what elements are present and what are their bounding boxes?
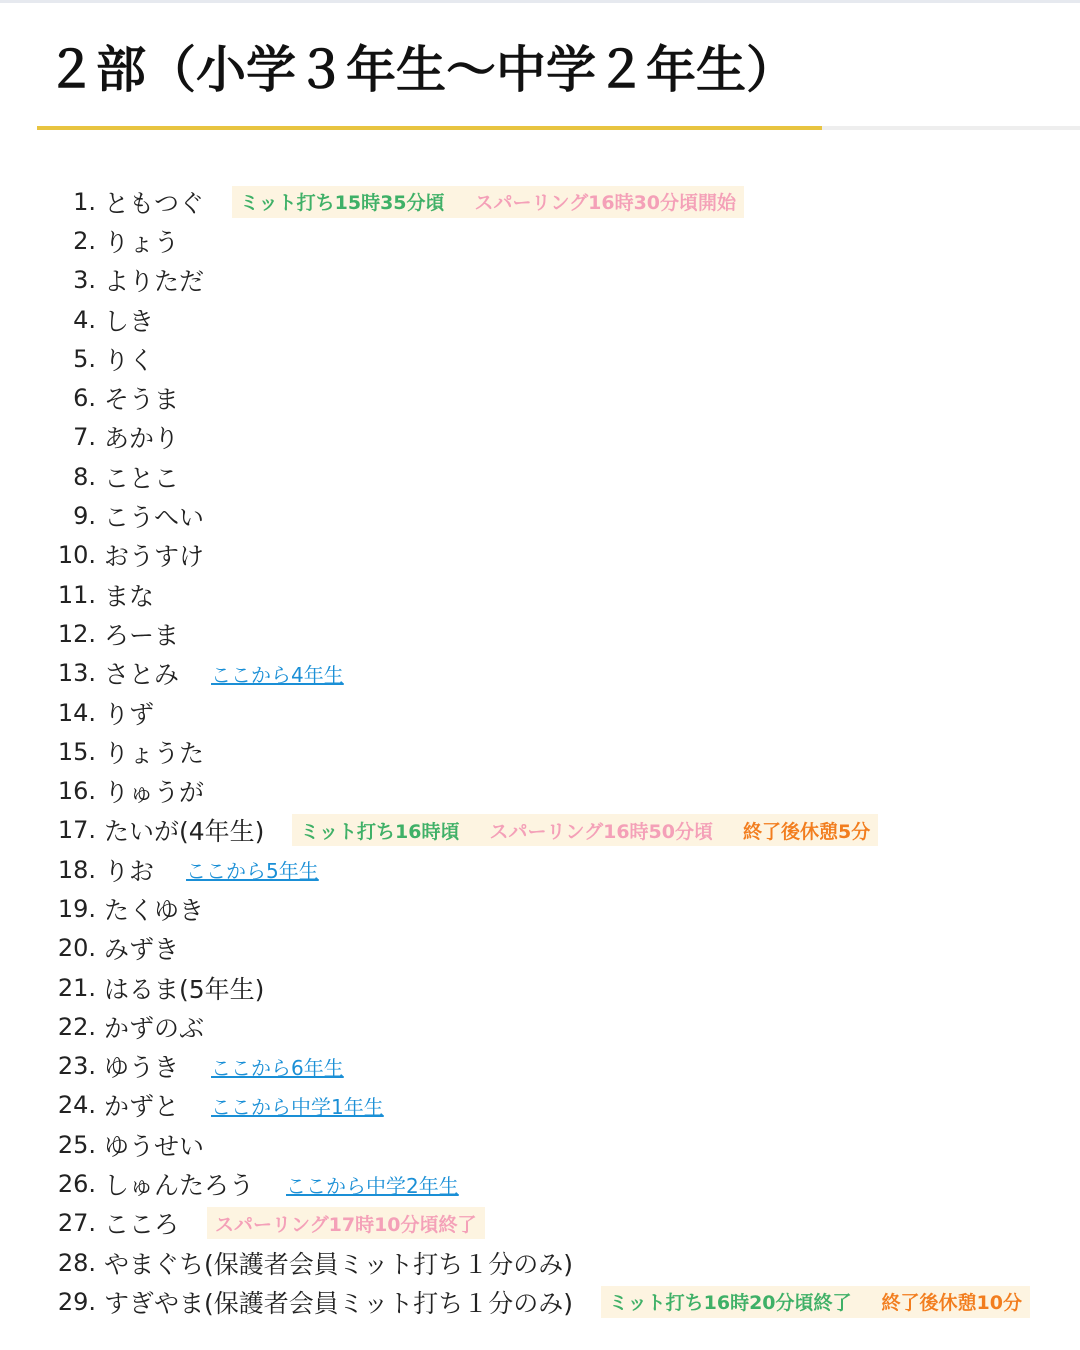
list-item-name: ともつぐ	[104, 188, 205, 218]
list-item	[0, 300, 1030, 339]
list-item-name: さとみ	[104, 660, 180, 690]
list-item	[0, 732, 1030, 771]
grade-start-link[interactable]: ここから中学1年生	[211, 1094, 384, 1119]
page-title: ２部（小学３年生〜中学２年生）	[46, 41, 796, 99]
list-item-number: 2.	[73, 226, 96, 255]
list-item-number: 5.	[73, 344, 96, 373]
list-item	[0, 1243, 1030, 1282]
list-item-number: 14.	[57, 698, 96, 727]
list-item-name: おうすけ	[104, 542, 205, 572]
list-item	[0, 221, 1030, 260]
list-item	[0, 968, 1030, 1007]
list-item-name: まな	[104, 581, 155, 611]
list-item	[0, 771, 1030, 810]
list-item	[0, 1125, 1030, 1164]
list-item-number: 21.	[57, 973, 96, 1002]
list-item-number: 17.	[57, 816, 96, 845]
list-item	[0, 889, 1030, 928]
list-item	[0, 1086, 1030, 1125]
list-item-number: 6.	[73, 384, 96, 413]
list-item-name: あかり	[104, 424, 180, 454]
list-item-name: やまぐち(保護者会員ミット打ち１分のみ)	[104, 1249, 574, 1279]
list-item-name: みずき	[104, 935, 180, 965]
list-item-name: りく	[104, 345, 155, 375]
list-item-number: 15.	[57, 737, 96, 766]
roster-list	[0, 182, 1030, 1322]
list-item-number: 24.	[57, 1091, 96, 1120]
list-item-number: 11.	[57, 580, 96, 609]
schedule-note-green-text: ミット打ち15時35分頃	[240, 192, 445, 215]
list-item	[0, 614, 1030, 653]
list-item-number: 22.	[57, 1012, 96, 1041]
list-item-name: こころ	[104, 1210, 180, 1240]
list-item	[0, 261, 1030, 300]
list-item-number: 19.	[57, 894, 96, 923]
list-item-name: すぎやま(保護者会員ミット打ち１分のみ)	[104, 1288, 574, 1318]
list-item-name: りず	[104, 699, 155, 729]
grade-start-link[interactable]: ここから中学2年生	[286, 1173, 459, 1198]
list-item-number: 1.	[73, 187, 96, 216]
list-item-name: ゆうき	[104, 1053, 180, 1083]
list-item-number: 18.	[57, 855, 96, 884]
list-item-number: 25.	[57, 1130, 96, 1159]
grade-start-link[interactable]: ここから5年生	[186, 859, 319, 884]
list-item-name: しき	[104, 306, 155, 336]
list-item-name: りゅうが	[104, 778, 205, 808]
list-item-number: 3.	[73, 266, 96, 295]
list-item	[0, 850, 1030, 889]
list-item-name: よりただ	[104, 267, 205, 297]
schedule-note-pink-text: スパーリング16時50分頃	[489, 820, 713, 843]
list-item	[0, 496, 1030, 535]
list-item	[0, 1007, 1030, 1046]
list-item-number: 20.	[57, 934, 96, 963]
schedule-note-orange-text: 終了後休憩10分	[881, 1292, 1022, 1315]
grade-start-link[interactable]: ここから4年生	[211, 662, 344, 687]
list-item	[0, 339, 1030, 378]
list-item-number: 29.	[57, 1287, 96, 1316]
list-item-name: かずと	[104, 1092, 180, 1122]
list-item-name: しゅんたろう	[104, 1171, 255, 1201]
list-item	[0, 378, 1030, 417]
list-item-name: ことこ	[104, 463, 180, 493]
schedule-note-pink-text: スパーリング16時30分頃開始	[474, 192, 737, 215]
list-item-name: たいが(4年生)	[104, 817, 265, 847]
list-item-number: 26.	[57, 1170, 96, 1199]
schedule-note	[292, 814, 878, 846]
schedule-note	[232, 186, 744, 218]
list-item-name: りょう	[104, 227, 180, 257]
list-item-name: かずのぶ	[104, 1013, 205, 1043]
list-item	[0, 418, 1030, 457]
schedule-note-green-text: ミット打ち16時20分頃終了	[609, 1292, 852, 1315]
list-item	[0, 693, 1030, 732]
list-item-name: こうへい	[104, 503, 205, 533]
schedule-note-orange-text: 終了後休憩5分	[743, 820, 871, 843]
schedule-note-pink-text: スパーリング17時10分頃終了	[215, 1213, 477, 1236]
list-item	[0, 1164, 1030, 1203]
list-item-number: 23.	[57, 1052, 96, 1081]
list-item	[0, 654, 1030, 693]
list-item-number: 12.	[57, 619, 96, 648]
schedule-note-green-text: ミット打ち16時頃	[300, 820, 460, 843]
list-item-name: たくゆき	[104, 895, 205, 925]
top-border	[0, 0, 1080, 3]
list-item	[0, 182, 1030, 221]
list-item-number: 16.	[57, 777, 96, 806]
schedule-note	[207, 1207, 485, 1239]
schedule-note	[601, 1286, 1030, 1318]
list-item-number: 7.	[73, 423, 96, 452]
list-item	[0, 1282, 1030, 1321]
list-item-number: 28.	[57, 1248, 96, 1277]
list-item-number: 9.	[73, 502, 96, 531]
list-item-name: はるま(5年生)	[104, 974, 265, 1004]
list-item-number: 27.	[57, 1209, 96, 1238]
grade-start-link[interactable]: ここから6年生	[211, 1055, 344, 1080]
list-item-number: 4.	[73, 305, 96, 334]
list-item	[0, 575, 1030, 614]
title-underline	[37, 126, 1080, 130]
list-item-name: りお	[104, 856, 155, 886]
list-item	[0, 1204, 1030, 1243]
title-underline-accent	[37, 126, 822, 130]
list-item-name: ゆうせい	[104, 1131, 205, 1161]
list-item	[0, 1047, 1030, 1086]
list-item-number: 13.	[57, 659, 96, 688]
list-item	[0, 811, 1030, 850]
list-item-name: ろーま	[104, 620, 180, 650]
list-item	[0, 929, 1030, 968]
list-item-number: 8.	[73, 462, 96, 491]
list-item-name: りょうた	[104, 738, 205, 768]
list-item-name: そうま	[104, 385, 180, 415]
list-item	[0, 536, 1030, 575]
list-item	[0, 457, 1030, 496]
list-item-number: 10.	[57, 541, 96, 570]
